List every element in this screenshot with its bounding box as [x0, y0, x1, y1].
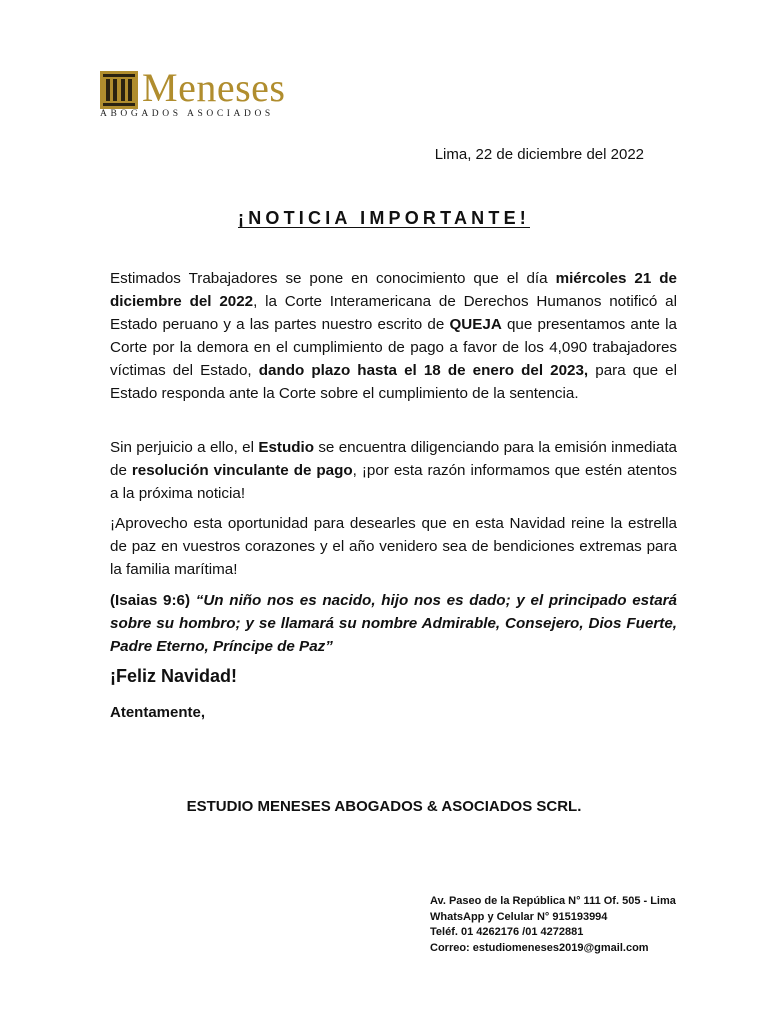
bold-queja: QUEJA	[449, 316, 502, 333]
bold-date: miércoles 21 de diciembre del 2022	[110, 270, 677, 310]
text-run: Estimados Trabajadores se pone en conocimiento que el día	[110, 270, 556, 287]
text-run: , ¡por esta razón informamos que estén atentos a la próxima noticia!	[110, 462, 677, 502]
columns-building-icon	[100, 71, 138, 109]
contact-whatsapp: WhatsApp y Celular N° 915193994	[430, 910, 608, 923]
bold-resolution: resolución vinculante de pago	[131, 462, 353, 479]
paragraph-christmas-wish	[110, 512, 677, 581]
paragraph-bible-quote	[110, 589, 677, 658]
text-run: que presentamos ante la Corte por la demora en el cumplimiento de pago a favor de los 4,090 trabajadores víctimas del Estado,	[110, 316, 677, 379]
contact-block	[430, 894, 676, 956]
paragraph-study	[110, 436, 677, 505]
firm-signature: ESTUDIO MENESES ABOGADOS & ASOCIADOS SCRL.	[186, 798, 582, 815]
paragraph-notification	[110, 267, 677, 405]
closing: Atentamente,	[110, 704, 206, 721]
quote-reference: (Isaias 9:6)	[110, 592, 191, 609]
bold-deadline: dando plazo hasta el 18 de enero del 2023,	[258, 362, 589, 379]
logo-subtitle: ABOGADOS ASOCIADOS	[100, 109, 274, 119]
notice-title: ¡NOTICIA IMPORTANTE!	[238, 208, 530, 228]
logo-name: Meneses	[142, 65, 286, 110]
company-logo	[100, 65, 320, 124]
contact-email: Correo: estudiomeneses2019@gmail.com	[430, 941, 649, 954]
text-run: ¡Aprovecho esta oportunidad para desearles que en esta Navidad reine la estrella de paz en vuestros corazones y el año venidero sea de bendiciones extremas para la familia marítima!	[110, 515, 677, 578]
contact-phone: Teléf. 01 4262176 /01 4272881	[430, 926, 584, 938]
text-run: , la Corte Interamericana de Derechos Humanos notificó al Estado peruano y a las partes nuestro escrito de	[110, 293, 677, 333]
text-run: para que el Estado responda ante la Corte sobre el cumplimiento de la sentencia.	[110, 362, 678, 402]
contact-address: Av. Paseo de la República N° 111 Of. 505 - Lima	[430, 895, 676, 907]
greeting: ¡Feliz Navidad!	[110, 666, 238, 686]
letter-date: Lima, 22 de diciembre del 2022	[434, 146, 644, 163]
text-run: se encuentra diligenciando para la emisión inmediata de	[110, 439, 677, 479]
quote-text: “Un niño nos es nacido, hijo nos es dado; y el principado estará sobre su hombro; y se llamará su nombre Admirable, Consejero, Dios Fuerte, Padre Eterno, Príncipe de Paz”	[110, 592, 677, 655]
text-run: Sin perjuicio a ello, el	[110, 439, 259, 456]
bold-estudio: Estudio	[258, 439, 314, 456]
